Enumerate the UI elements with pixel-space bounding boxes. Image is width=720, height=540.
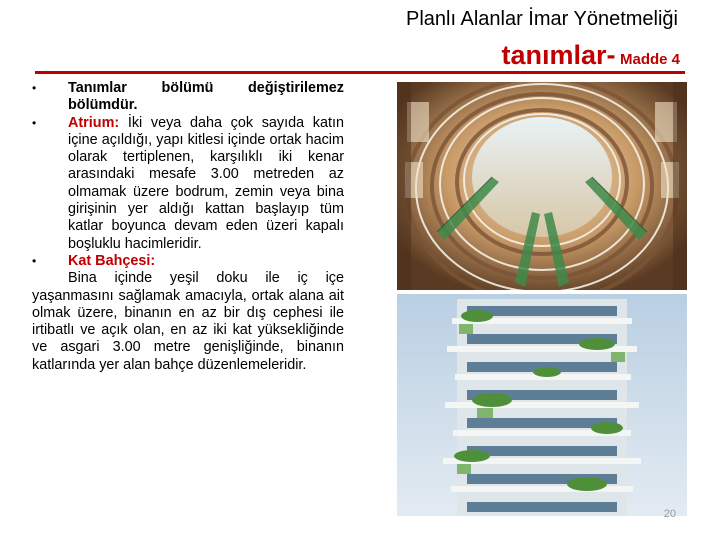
bullet-text: Tanımlar bölümü değiştirilemez bölümdür. xyxy=(68,80,344,114)
bullet-text xyxy=(68,115,344,253)
content-text xyxy=(32,80,344,374)
slide-subtitle xyxy=(502,40,681,71)
term-atrium: Atrium: xyxy=(68,114,120,131)
definition-kat-bahcesi xyxy=(32,270,344,374)
page-number: 20 xyxy=(663,508,676,520)
definition-kat-bahcesi-text: Bina içinde yeşil doku ile iç içe yaşanmasını sağlamak amacıyla, ortak alana ait olmak üzere, binanın en az bir dış cephesi ile irtibatlı ve açık olan, en az iki kat yüksekliğinde ve asgari 3.00 metre genişliğinde, binanın katlarında yer alan bahçe düzenlemeleridir. xyxy=(32,270,344,373)
title-divider xyxy=(35,71,685,74)
bullet-dot: • xyxy=(32,253,37,268)
atrium-photo xyxy=(397,82,687,290)
bullet-dot: • xyxy=(32,81,37,95)
definition-atrium: İki veya daha çok sayıda katın içine açıldığı, yapı kitlesi içinde ortak hacim olarak tertiplenen, karşılıklı iki kenar arasındaki mesafe 3.00 metreden az olmamak üzere bodrum, zemin veya bina girişinin yer aldığı kattan başlayıp tüm katlar boyunca devam eden üzeri kapalı boşluklu hacimleridir. xyxy=(68,114,344,252)
bullet-dot: • xyxy=(32,115,37,130)
slide-title: Planlı Alanlar İmar Yönetmeliği xyxy=(406,8,678,30)
garden-tower-photo xyxy=(397,294,687,516)
term-kat-bahcesi: Kat Bahçesi: xyxy=(68,252,156,269)
bullet-item xyxy=(32,80,344,115)
bullet-item xyxy=(32,115,344,253)
subtitle-article: Madde 4 xyxy=(619,51,680,68)
bullet-text xyxy=(68,253,344,270)
subtitle-main: tanımlar- xyxy=(501,40,616,70)
bullet-item xyxy=(32,253,344,270)
